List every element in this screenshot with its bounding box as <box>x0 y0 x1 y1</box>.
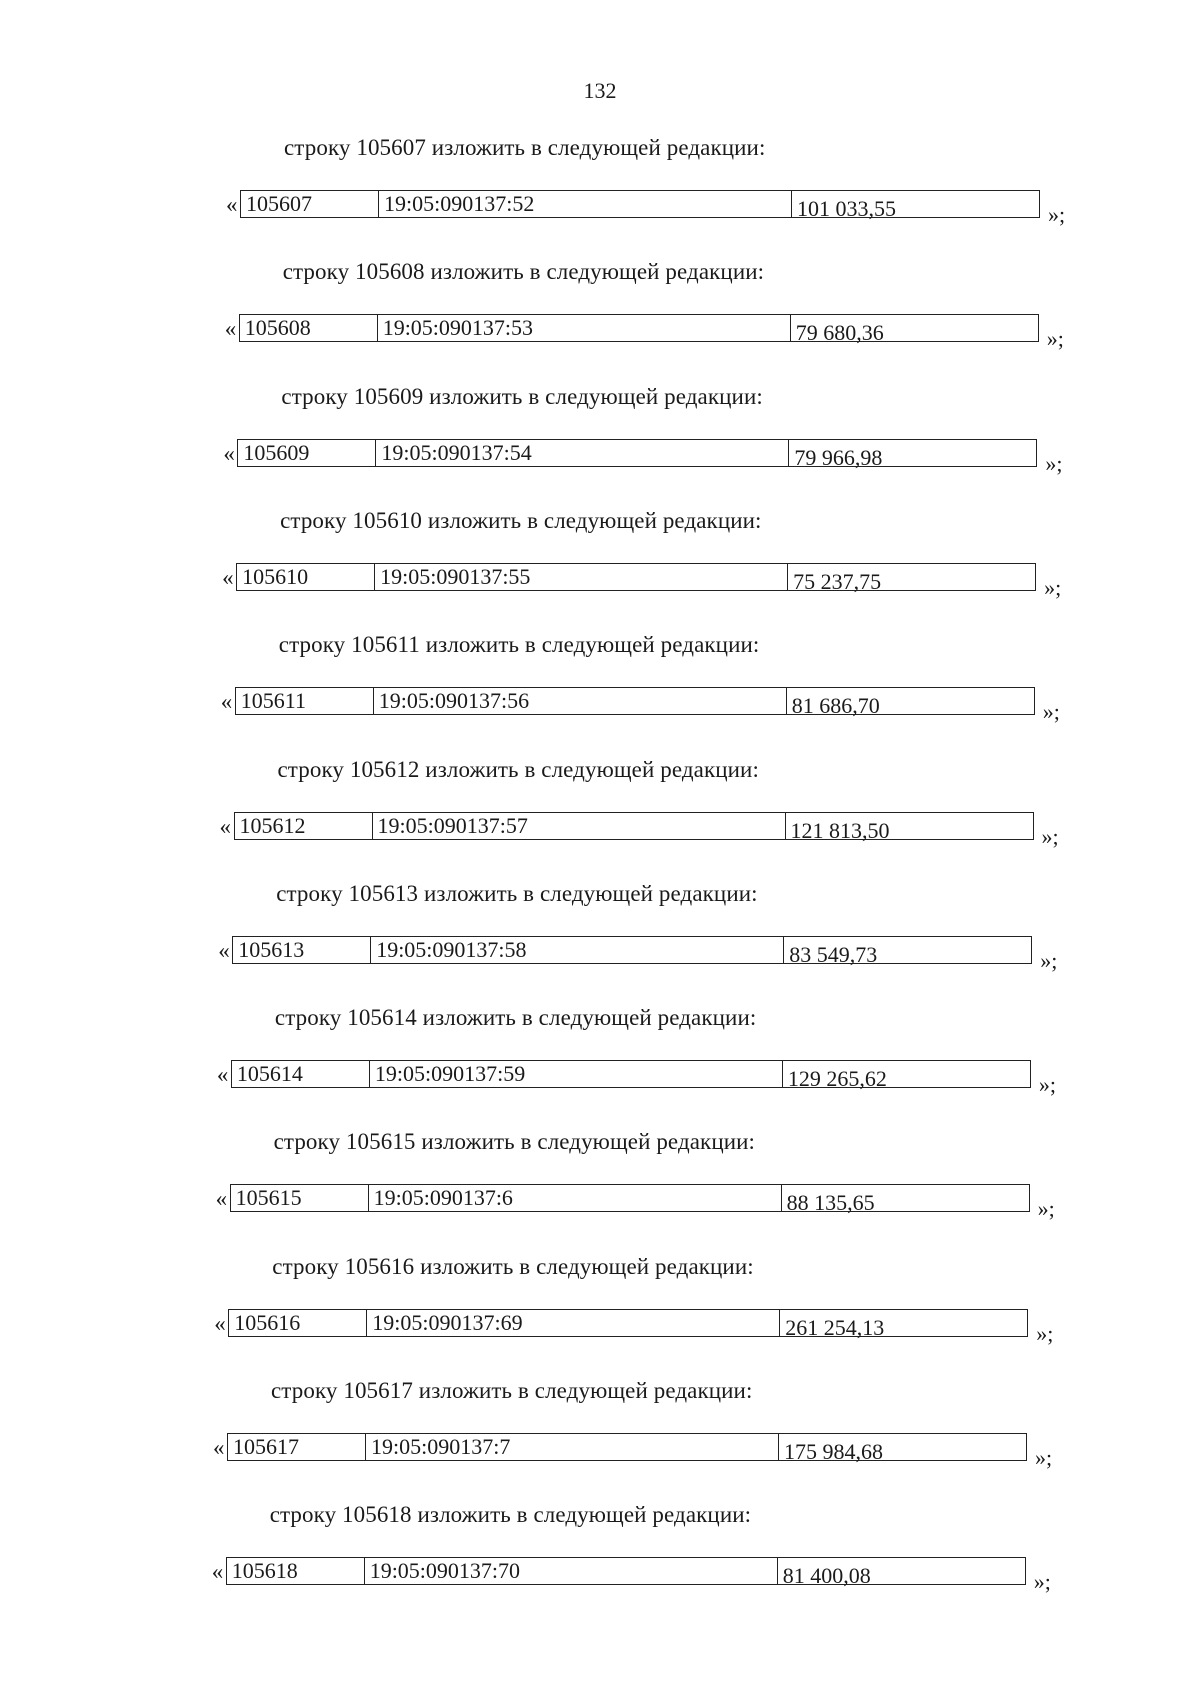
value-cell: 79 966,98 <box>794 444 883 470</box>
amendment-entry <box>0 1005 1200 1125</box>
cadastral-number-cell: 19:05:090137:6 <box>369 1185 782 1211</box>
row-number-cell: 105610 <box>237 564 375 590</box>
open-quote: « <box>219 813 231 839</box>
value-cell: 175 984,68 <box>784 1439 883 1464</box>
row-number-cell: 105608 <box>240 315 378 341</box>
table-line <box>228 1309 1028 1340</box>
row-number-cell: 105612 <box>235 813 373 839</box>
amendment-entry <box>0 1378 1200 1498</box>
value-cell: 81 686,70 <box>791 693 880 719</box>
amendment-instruction: строку 105609 изложить в следующей редакции: <box>281 383 763 409</box>
amendment-entry <box>0 1129 1200 1249</box>
amendment-entry <box>0 135 1200 255</box>
value-cell: 81 400,08 <box>782 1563 871 1589</box>
row-number-cell: 105613 <box>233 937 371 963</box>
close-quote: »; <box>1035 1445 1053 1470</box>
amendment-instruction: строку 105610 изложить в следующей редакции: <box>280 507 762 533</box>
value-cell: 83 549,73 <box>789 941 878 967</box>
cadastral-number-cell: 19:05:090137:52 <box>379 191 792 217</box>
close-quote: »; <box>1046 326 1064 352</box>
cadastral-number-cell: 19:05:090137:69 <box>367 1310 780 1336</box>
open-quote: « <box>211 1559 224 1585</box>
open-quote: « <box>214 1310 226 1336</box>
close-quote: »; <box>1033 1569 1051 1595</box>
value-cell: 129 265,62 <box>787 1066 887 1092</box>
row-number-cell: 105616 <box>229 1310 367 1336</box>
amendment-entry <box>0 757 1200 877</box>
value-cell: 88 135,65 <box>786 1190 875 1216</box>
open-quote: « <box>215 1186 228 1212</box>
cadastral-number-cell: 19:05:090137:70 <box>365 1558 778 1584</box>
open-quote: « <box>224 316 237 342</box>
close-quote: »; <box>1041 823 1059 849</box>
amendment-entry <box>0 259 1200 379</box>
table-line <box>236 563 1036 594</box>
open-quote: « <box>213 1435 225 1460</box>
table-line <box>235 687 1035 719</box>
row-number-cell: 105611 <box>236 688 374 714</box>
close-quote: »; <box>1048 202 1066 227</box>
cadastral-number-cell: 19:05:090137:57 <box>373 813 786 839</box>
table-line <box>237 439 1037 470</box>
close-quote: »; <box>1036 1320 1054 1346</box>
amendment-entry <box>0 508 1200 628</box>
amendment-instruction: строку 105607 изложить в следующей редакции: <box>284 135 766 160</box>
table-line <box>240 190 1040 221</box>
row-number-cell: 105609 <box>238 440 376 466</box>
row-number-cell: 105614 <box>232 1061 370 1087</box>
row-number-cell: 105607 <box>241 191 379 217</box>
row-number-cell: 105615 <box>231 1185 369 1211</box>
row-number-cell: 105617 <box>228 1434 366 1460</box>
close-quote: »; <box>1045 450 1063 476</box>
amendment-entry <box>0 1254 1200 1374</box>
table-line <box>232 936 1032 967</box>
table-line <box>234 812 1034 843</box>
open-quote: « <box>216 1062 229 1088</box>
cadastral-number-cell: 19:05:090137:56 <box>374 688 787 714</box>
amendment-instruction: строку 105612 изложить в следующей редакции: <box>277 756 759 782</box>
cadastral-number-cell: 19:05:090137:53 <box>378 315 791 341</box>
cadastral-number-cell: 19:05:090137:54 <box>376 440 789 466</box>
table-line <box>231 1060 1031 1092</box>
value-cell: 121 813,50 <box>790 817 890 843</box>
cadastral-number-cell: 19:05:090137:7 <box>366 1434 779 1460</box>
open-quote: « <box>218 937 230 963</box>
value-cell: 75 237,75 <box>793 568 882 594</box>
open-quote: « <box>226 192 238 217</box>
table-line <box>227 1433 1027 1464</box>
table-line <box>226 1557 1026 1589</box>
table-line <box>239 314 1039 346</box>
amendment-instruction: строку 105617 изложить в следующей редакции: <box>271 1378 753 1403</box>
amendment-entry <box>0 881 1200 1001</box>
amendment-instruction: строку 105611 изложить в следующей редакции: <box>278 632 760 658</box>
amendment-instruction: строку 105615 изложить в следующей редакции: <box>273 1129 756 1155</box>
page-number: 132 <box>583 78 617 103</box>
value-cell: 79 680,36 <box>795 320 884 346</box>
close-quote: »; <box>1044 574 1062 600</box>
open-quote: « <box>223 440 235 466</box>
row-number-cell: 105618 <box>227 1558 365 1584</box>
amendment-instruction: строку 105614 изложить в следующей редакции: <box>274 1005 757 1031</box>
amendment-entry <box>0 632 1200 752</box>
close-quote: »; <box>1040 947 1058 973</box>
open-quote: « <box>220 689 233 715</box>
amendment-entry <box>0 384 1200 504</box>
amendment-instruction: строку 105613 изложить в следующей редакции: <box>276 880 758 906</box>
close-quote: »; <box>1042 699 1060 725</box>
amendment-entry <box>0 1502 1200 1622</box>
close-quote: »; <box>1038 1072 1057 1098</box>
cadastral-number-cell: 19:05:090137:59 <box>370 1061 783 1087</box>
value-cell: 101 033,55 <box>797 196 896 221</box>
amendment-instruction: строку 105616 изложить в следующей редакции: <box>272 1253 754 1279</box>
open-quote: « <box>222 564 234 590</box>
amendment-instruction: строку 105618 изложить в следующей редакции: <box>269 1502 752 1528</box>
close-quote: »; <box>1037 1196 1055 1222</box>
table-line <box>230 1184 1030 1216</box>
amendment-instruction: строку 105608 изложить в следующей редакции: <box>282 259 765 285</box>
value-cell: 261 254,13 <box>785 1314 885 1340</box>
cadastral-number-cell: 19:05:090137:58 <box>371 937 784 963</box>
cadastral-number-cell: 19:05:090137:55 <box>375 564 788 590</box>
